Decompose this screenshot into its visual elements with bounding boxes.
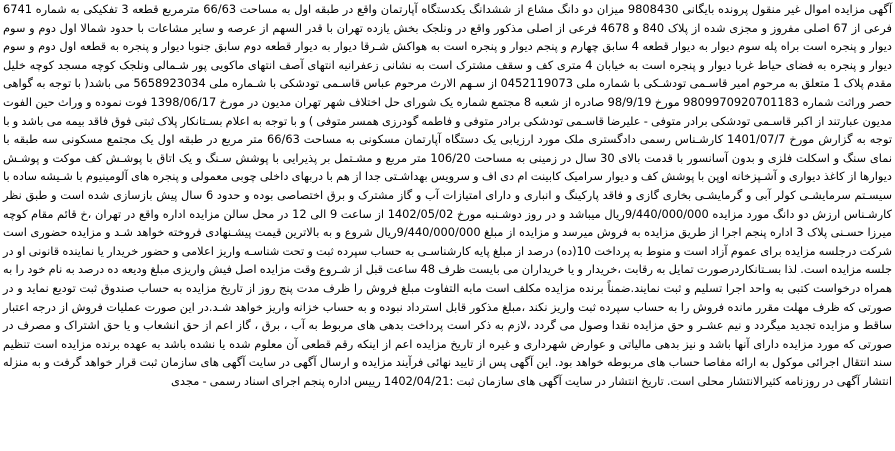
auction-notice (3, 0, 892, 451)
notice-body-text: آگهی مزایده اموال غیر منقول پرونده بایگانی 9808430 میزان دو دانگ مشاع از ششدانگ یکدستگاه آپارتمان واقع در طبقه اول به مساحت 66/63 مترمربع قطعه 3 تفکیکی به شماره 6741 فرعی از 67 اصلی مفروز و مجزی شده از پلاک 840 و 4678 فرعی از اصلی مذکور واقع در ونلجک بخش یازده تهران با قدر السهم از عرصه و سایر مشاعات با حدود شمالا اول دوم و سوم دیوار و پنجره است براه پله سوم دیوار به دیوار قطعه 4 سابق چهارم و پنجم دیوار و پنجره است به هواکش شـرقا دیوار به دیوار قطعه دوم سابق جنوبا دیوار و پنجره به قطعه اول دوم و سوم دیوار و پنجره به فضای حیاط غربا دیوار و پنجره است به خیابان 4 متری کف و سقف مشترک است به نشانی زعفرانیه انتهای آصف انتهای ماکویی پور شـمالی ونلجک کوچه مسجد کوچه خلیل مقدم پلاک 1 متعلق به مرحوم امیر قاسـمی تودشـکی با شماره ملی 0452119073 از سـهم الارث مرحوم عباس قاسـمی تودشکی با شـماره ملی 5658923034 می باشد( با توجه به گواهی حصر وراثت شماره 980997092070118‌3 مورخ 98/9/19 صادره از شعبه 8 مجتمع شماره یک شورای حل اختلاف شهر تهران مدیون در مورخ 1398/06/17 فوت نموده و وراث حین الفوت مدیون عبارتند از اکبر قاسـمی تودشکی برادر متوفی - علیرضا قاسـمی تودشکی برادر متوفی و فاطمه گودرزی همسر متوفی ) و با توجه به اعلام بسـتانکار پلاک ثبتی فوق فاقد بیمه می باشد و با توجه به گزارش مورخ 1401/07/7 کارشـناس رسمی دادگستری ملک مورد ارزیابی یک دستگاه آپارتمان مسکونی به مساحت 66/63 متر مربع در طبقه اول یک مجتمع مسکونی سه طبقه با نمای سنگ و اسکلت فلزی و بدون آسانسور با قدمت بالای 30 سال در زمینی به مساحت 106/20 متر مربع و مشـتمل بر پذیرایی با پوشش سـنگ و یک اتاق با پوشـش کف موکت و پوشـش دیوارها از کاغذ دیواری و آشـپزخانه اوپن با پوشش کف و دیوار سرامیک کابینت ام دی اف و سرویس بهداشـتی جدا از هم با دربهای داخلی چوبی معمولی و پنجره های آلومینیوم با شـیشه ساده با سیسـتم سرمایشـی کولر آبی و گرمایشـی بخاری گازی و فاقد پارکینگ و انباری و دارای امتیازات آب و گاز مشترک و برق اختصاصی بوده و حدود 6 سال پیش بازسازی شده است و طبق نظر کارشـناس ارزش دو دانگ مورد مزایده 9/440/000/000ریال میباشد و در روز دوشـنبه مورخ 1402/05/02 از ساعت 9 الی 12 در محل سالن مزایده اداره واقع در تهران ،خ قائم مقام کوچه میرزا حسـنی پلاک 3 اداره پنجم اجرا از طریق مزایده به فروش میرسد و مزایده از مبلغ 9/440/000/000ریال شروع و به بالاترین قیمت پیشـنهادی فروخته خواهد شـد و مزایده حضوری است شرکت درجلسه مزایده برای عموم آزاد است و منوط به پرداخت 10(ده) درصد از مبلغ پایه کارشناسـی به حساب سپرده ثبت و تحت شناسـه واریز اعلامی و حضور خریدار یا نماینده قانونی او در جلسه مزایده است. لذا بسـتانکاردرصورت تمایل به رقابت ،خریدار و یا خریداران می بایست ظرف 48 ساعت قبل از شـروع وقت مزایده اصل فیش واریزی مبلغ ودیعه ده درصد به نام خود را به همراه درخواست کتبی به واحد اجرا تسلیم و ثبت نمایند.ضمناً برنده مزایده مکلف است مابه التفاوت مبلغ فروش را ظرف مدت پنج روز از تاریخ مزایده به حساب صندوق ثبت تودیع نماید و در صورتی که ظرف مهلت مقرر مانده فروش را به حساب سپرده ثبت واریز نکند ،مبلغ مذکور قابل استرداد نبوده و به حساب خزانه واریز خواهد شـد.در این صورت عملیات فروش از درجه اعتبار ساقط و مزایده تجدید میگردد و نیم عشـر و حق مزایده نقدا وصول می گردد ،لازم به ذکر است پرداخت بدهی های مربوط به آب ، برق ، گاز اعم از حق انشعاب و یا حق اشتراک و مصرف در صورتی که مورد مزایده دارای آنها باشد و نیز بدهی مالیاتی و عوارض شهرداری و غیره از تاریخ مزایده اعم از اینکه رقم قطعی آن معلوم شده یا نشده باشد به عهده برنده مزایده است تنظیم سند انتقال اجرائی موکول به ارائه مفاصا حساب های مربوطه خواهد بود. این آگهی پس از تایید نهائی فرآیند مزایده و ارسال آگهی در سایت آگهی های سازمان ثبت قرار خواهد گرفت و به منزله انتشار آگهی در روزنامه کثیرالانتشار محلی است. تاریخ انتشار در سایت آگهی های سازمان ثبت :1402/04/21 رییس اداره پنجم اجرای اسناد رسمی - مجدی (3, 2, 893, 388)
